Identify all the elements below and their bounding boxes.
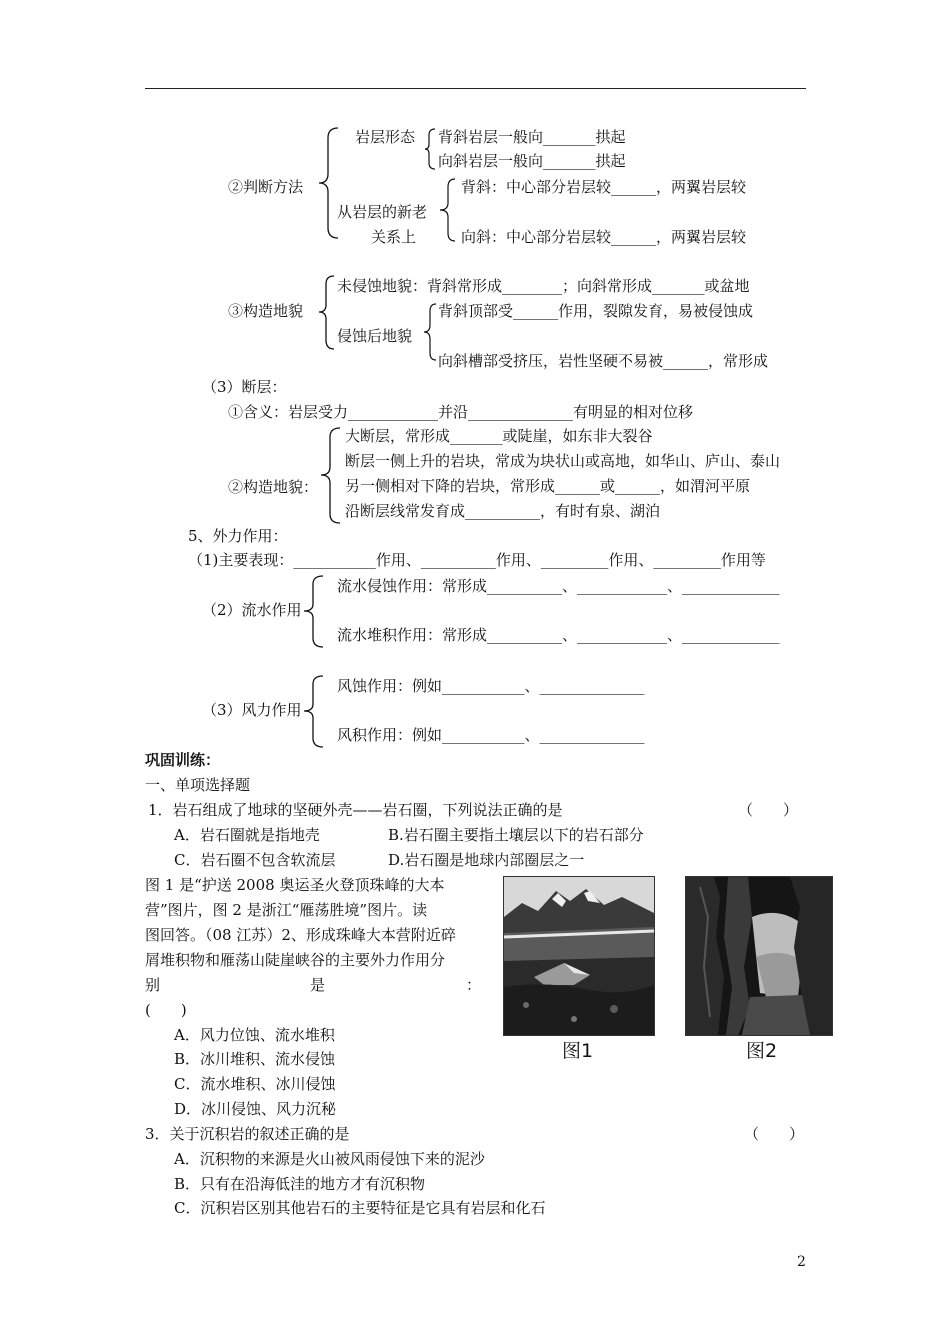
rock-shape-label: 岩层形态 <box>355 128 416 146</box>
external-force-title: 5、外力作用： <box>188 527 288 545</box>
wind-erosion: 风蚀作用：例如___________、______________ <box>337 677 645 695</box>
question-3-answer: （ ） <box>744 1125 805 1143</box>
practice-title: 巩固训练： <box>145 751 221 769</box>
brace-landform <box>318 274 336 352</box>
fault-big: 大断层，常形成_______或陡崖，如东非大裂谷 <box>345 427 653 445</box>
fault-title: （3）断层： <box>202 378 287 396</box>
figure-2-photo <box>685 876 833 1036</box>
brace-wind <box>303 674 325 750</box>
syncline-shape: 向斜岩层一般向_______拱起 <box>438 152 626 170</box>
landform-label: ③构造地貌 <box>228 302 304 320</box>
q1-option-a: A．岩石圈就是指地壳 <box>174 826 320 844</box>
judge-method-label: ②判断方法 <box>228 178 304 196</box>
q1-option-c: C．岩石圈不包含软流层 <box>174 851 336 869</box>
q2-text-line1: 图 1 是“护送 2008 奥运圣火登顶珠峰的大本 <box>145 876 445 894</box>
q3-option-b: B．只有在沿海低洼的地方才有沉积物 <box>174 1175 426 1193</box>
wind-label: （3）风力作用 <box>202 701 302 719</box>
q2-text-line5c: ： <box>466 976 482 994</box>
eroded-syncline: 向斜槽部受挤压，岩性坚硬不易被______，常形成 <box>438 352 769 370</box>
header-rule <box>145 88 806 89</box>
fault-line: 沿断层线常发育成__________，有时有泉、湖泊 <box>345 502 661 520</box>
figure-1-photo <box>503 876 655 1036</box>
q2-text-line2: 营”图片，图 2 是浙江“雁荡胜境”图片。读 <box>145 901 428 919</box>
q2-option-b: B．冰川堆积、流水侵蚀 <box>174 1050 336 1068</box>
uneroded-landform: 未侵蚀地貌：背斜常形成________；向斜常形成_______或盆地 <box>337 277 750 295</box>
water-label: （2）流水作用 <box>202 601 302 619</box>
water-erosion: 流水侵蚀作用：常形成__________、____________、_____________ <box>337 577 780 595</box>
fault-meaning: ①含义：岩层受力____________并沿______________有明显的相对位移 <box>228 403 694 421</box>
brace-eroded <box>423 303 437 361</box>
question-1-answer: （ ） <box>738 801 799 819</box>
fault-up-block: 断层一侧上升的岩块，常成为块状山或高地，如华山、庐山、泰山 <box>345 452 781 470</box>
q2-option-a: A．风力位蚀、流水堆积 <box>174 1026 335 1044</box>
fault-landform-label: ②构造地貌： <box>228 478 319 496</box>
syncline-age: 向斜：中心部分岩层较______，两翼岩层较 <box>461 228 747 246</box>
anticline-age: 背斜：中心部分岩层较______，两翼岩层较 <box>461 178 747 196</box>
figure-1-caption: 图1 <box>562 1040 594 1062</box>
main-forms: （1)主要表现：___________作用、__________作用、_________作用、_________作用等 <box>188 551 766 569</box>
q1-option-d: D.岩石圈是地球内部圈层之一 <box>388 851 585 869</box>
question-1: 1．岩石组成了地球的坚硬外壳——岩石圈，下列说法正确的是 <box>148 801 563 819</box>
question-3: 3．关于沉积岩的叙述正确的是 <box>145 1125 350 1143</box>
water-deposit: 流水堆积作用：常形成__________、____________、_____________ <box>337 626 780 644</box>
eroded-label: 侵蚀后地貌 <box>337 327 413 345</box>
q2-text-line4: 屑堆积物和雁荡山陡崖峡谷的主要外力作用分 <box>145 951 446 969</box>
brace-age <box>439 178 457 242</box>
q2-option-d: D．冰川侵蚀、风力沉秘 <box>174 1100 337 1118</box>
brace-water <box>303 574 325 650</box>
anticline-shape: 背斜岩层一般向_______拱起 <box>438 128 626 146</box>
eroded-anticline: 背斜顶部受______作用，裂隙发育，易被侵蚀成 <box>438 302 754 320</box>
q2-text-line5b: 是 <box>310 976 326 994</box>
brace-rock-shape <box>424 128 436 170</box>
page-number: 2 <box>797 1254 806 1270</box>
fault-down-block: 另一侧相对下降的岩块，常形成______或______，如渭河平原 <box>345 477 751 495</box>
brace-fault-landform <box>320 426 342 526</box>
age-label-line2: 关系上 <box>371 228 417 246</box>
section-single-choice: 一、单项选择题 <box>145 776 251 794</box>
wind-deposit: 风积作用：例如___________、______________ <box>337 726 645 744</box>
brace-judge <box>318 126 340 240</box>
q2-text-line3: 图回答。（08 江苏）2、形成珠峰大本营附近碎 <box>145 926 456 944</box>
question-2-answer: ( ) <box>145 1001 187 1019</box>
age-label-line1: 从岩层的新老 <box>337 203 428 221</box>
figure-2-caption: 图2 <box>746 1040 778 1062</box>
q2-option-c: C．流水堆积、冰川侵蚀 <box>174 1075 336 1093</box>
q1-option-b: B.岩石圈主要指土壤层以下的岩石部分 <box>388 826 644 844</box>
q3-option-a: A．沉积物的来源是火山被风雨侵蚀下来的泥沙 <box>174 1150 485 1168</box>
q2-text-line5a: 别 <box>145 976 161 994</box>
q3-option-c: C．沉积岩区别其他岩石的主要特征是它具有岩层和化石 <box>174 1199 546 1217</box>
